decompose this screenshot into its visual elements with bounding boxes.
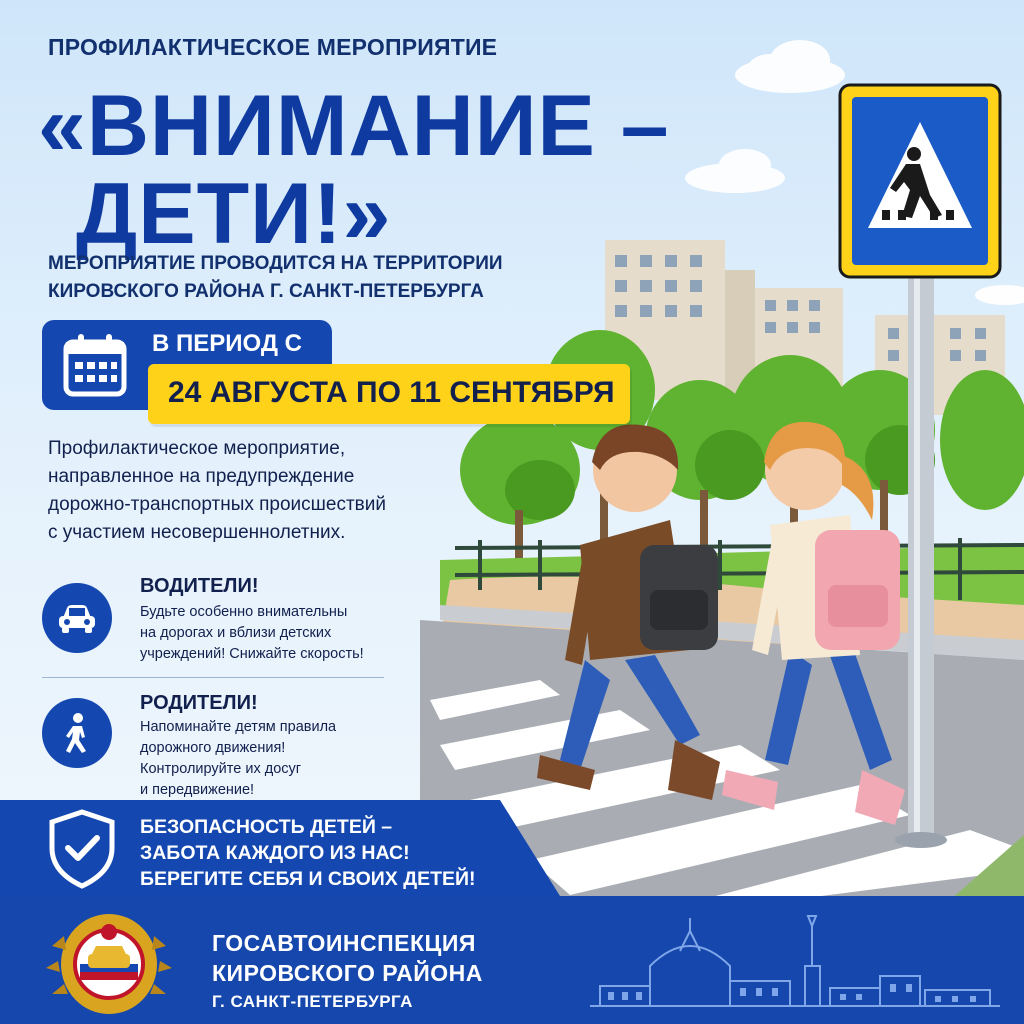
section-divider <box>42 677 384 678</box>
event-title-line2: ДЕТИ!» <box>76 166 392 262</box>
drivers-line: на дорогах и вблизи детских <box>140 625 332 641</box>
drivers-line: Будьте особенно внимательны <box>140 604 348 620</box>
banner-line: БЕРЕГИТЕ СЕБЯ И СВОИХ ДЕТЕЙ! <box>140 868 476 890</box>
drivers-title: ВОДИТЕЛИ! <box>140 575 259 597</box>
shield-check-icon <box>46 808 118 890</box>
description-line: Профилактическое мероприятие, <box>48 438 346 459</box>
safety-banner-text <box>140 814 476 892</box>
org-line2: КИРОВСКОГО РАЙОНА <box>212 960 483 986</box>
description-line: дорожно-транспортных происшествий <box>48 494 387 515</box>
event-title <box>38 78 670 262</box>
event-title-line1: «ВНИМАНИЕ – <box>38 78 670 174</box>
location-line2: КИРОВСКОГО РАЙОНА Г. САНКТ-ПЕТЕРБУРГА <box>48 281 484 302</box>
parents-line: Контролируйте их досуг <box>140 761 302 777</box>
parents-line: и передвижение! <box>140 782 255 798</box>
event-location <box>48 250 503 306</box>
event-kicker: ПРОФИЛАКТИЧЕСКОЕ МЕРОПРИЯТИЕ <box>48 34 498 60</box>
drivers-line: учреждений! Снижайте скорость! <box>140 646 364 662</box>
pedestrian-crossing-sign-icon <box>840 85 1000 277</box>
city-skyline-icon <box>590 906 1010 1014</box>
car-icon <box>55 596 99 640</box>
parents-line: Напоминайте детям правила <box>140 719 337 735</box>
banner-line: ЗАБОТА КАЖДОГО ИЗ НАС! <box>140 842 410 864</box>
org-line3: Г. САНКТ-ПЕТЕРБУРГА <box>212 992 413 1011</box>
drivers-icon-circle <box>42 583 112 653</box>
period-label: В ПЕРИОД С <box>152 330 302 357</box>
event-description <box>48 435 386 547</box>
pedestrian-icon <box>55 711 99 755</box>
calendar-icon <box>60 330 130 400</box>
parents-icon-circle <box>42 698 112 768</box>
banner-line: БЕЗОПАСНОСТЬ ДЕТЕЙ – <box>140 816 393 838</box>
period-dates: 24 АВГУСТА ПО 11 СЕНТЯБРЯ <box>168 376 615 409</box>
description-line: направленное на предупреждение <box>48 466 355 487</box>
parents-body <box>140 717 336 801</box>
org-line1: ГОСАВТОИНСПЕКЦИЯ <box>212 930 476 956</box>
parents-line: дорожного движения! <box>140 740 286 756</box>
description-line: с участием несовершеннолетних. <box>48 522 346 543</box>
traffic-police-emblem-icon <box>44 906 174 1018</box>
drivers-body <box>140 602 364 665</box>
parents-title: РОДИТЕЛИ! <box>140 692 258 714</box>
location-line1: МЕРОПРИЯТИЕ ПРОВОДИТСЯ НА ТЕРРИТОРИИ <box>48 253 503 274</box>
